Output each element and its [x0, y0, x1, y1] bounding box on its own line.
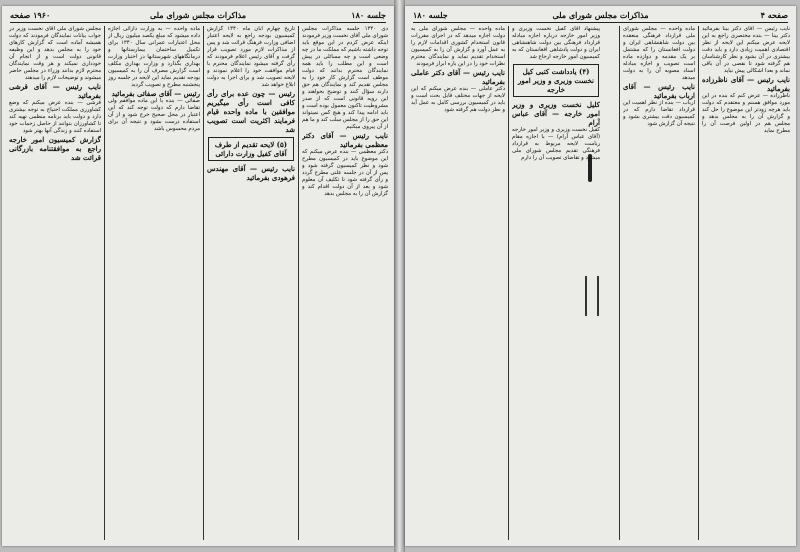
right-col1-text-2: ناظرزاده — عرض کنم که بنده در این مورد موافق هستم و معتقدم که دولت باید هرچه زودتر این موضوع را حل کند و گزارش آن را به مجلس بدهد و مجلس هم در اولین فرصت آن را مطرح نماید — [702, 93, 790, 134]
right-col2-heading: نایب رئیس — آقای ارباب بفرمائید — [623, 82, 695, 100]
left-column-4 — [9, 26, 101, 540]
left-col2-heading: رئیس — چون عده برای رأی کافی است رأی میگیریم موافقین با ماده واحده قیام فرمایند اکثریت است تصویب شد — [207, 89, 295, 134]
right-col3-text: پیشنهاد آقای کفیل نخست وزیری و وزیر امور خارجه درباره اجازه مبادله قرارداد فرهنگی بین دولت شاهنشاهی ایران و دولت پادشاهی افغانستان که به کمیسیون امور خارجه ارجاع شد — [512, 26, 600, 60]
column-rule — [203, 26, 204, 540]
left-col4-text-2: قرشی — بنده عرض میکنم که وضع کشاورزی مملکت احتیاج به توجه بیشتری دارد و دولت باید برنامه منظمی تهیه کند تا کشاورزان بتوانند از حاصل زحمات خود استفاده کنند و زندگی آنها بهتر شود — [9, 100, 101, 134]
page-gutter — [394, 0, 405, 552]
column-rule — [508, 26, 509, 540]
left-column-1 — [302, 26, 388, 540]
left-col2-text: تاریخ چهارم آبان ماه ۱۳۴۰ گزارش کمیسیون بودجه راجع به لایحه اعتبار اضافی وزارت فرهنگ قرائت شد و پس از مذاکرات لازم مورد تصویب قرار گرفت و آقای رئیس اعلام فرمودند که رأی گرفته میشود نمایندگان محترم با قیام موافقت خود را اعلام نمودند و لایحه تصویب شد و برای اجرا به دولت ابلاغ خواهد شد — [207, 26, 295, 88]
left-col1-text: دی ۱۳۴۰ جلسه مذاکرات مجلس شورای ملی آقای نخست وزیر فرمودند اینکه عرض کردم در این موقع باید توجه داشته باشیم که مملکت ما در چه وضعی است و چه مسائلی در پیش است و این مطلب را باید همه نمایندگان محترم بدانند که دولت موظف است گزارش کار خود را به مجلس تقدیم کند و نمایندگان هم حق دارند سؤال کنند و توضیح بخواهند و این رویه قانونی است که از صدر مشروطیت تاکنون معمول بوده است و باید ادامه پیدا کند و هیچ کس نمیتواند این حق را از مجلس سلب کند و ما هم از آن پیروی میکنیم — [302, 26, 388, 130]
right-column-3 — [512, 26, 600, 540]
left-col3-text: ماده واحده — به وزارت دارائی اجازه داده میشود که مبلغ یکصد میلیون ریال از محل اعتبارات عمرانی سال ۱۳۴۰ برای تکمیل ساختمان بیمارستانها و درمانگاههای شهرستانها در اختیار وزارت بهداری بگذارد و وزارت بهداری مکلف است گزارش مصرف آن را به کمیسیون بودجه تقدیم نماید این لایحه در جلسه روز پنجشنبه مطرح و تصویب گردید — [108, 26, 200, 88]
right-col3-boxed-title: (۴) یادداشت کتبی کیل نخست وزیری و وزیر امور خارجه — [513, 64, 599, 97]
column-rule — [104, 26, 105, 540]
left-col3-text-2: صفائی — بنده با این ماده موافقم ولی تقاضا دارم که دولت توجه کند که این اعتبار در محل صحیح خرج شود و از آن استفاده درست بشود و نتیجه آن برای مردم محسوس باشد — [108, 98, 200, 132]
right-column-4 — [411, 26, 505, 540]
right-col1-heading: نایب رئیس — آقای ناظرزاده بفرمائید — [702, 75, 790, 93]
left-col4-heading: نایب رئیس — آقای قرشی بفرمائید — [9, 82, 101, 100]
left-col4-text: مجلس شورای ملی آقای نخست وزیر در جواب بیانات نمایندگان فرمودند که دولت همیشه آماده است که گزارش کارهای خود را به مجلس بدهد و این وظیفه قانونی دولت است و از انجام آن خودداری نمیکند و هر وقت نمایندگان محترم لازم بدانند وزراء در مجلس حاضر میشوند و توضیحات لازم را میدهند — [9, 26, 101, 81]
left-col4-heading-2: گزارش کمیسیون امور خارجه راجع به موافقتنامه بازرگانی قرائت شد — [9, 135, 101, 162]
right-col2-text: ماده واحده — مجلس شورای ملی قرارداد فرهنگی منعقده بین دولت شاهنشاهی ایران و دولت افغانستان را که مشتمل بر یک مقدمه و دوازده ماده است تصویب و اجازه مبادله اسناد مصوبه آن را به دولت میدهد — [623, 26, 695, 81]
left-col3-heading: رئیس — آقای صفائی بفرمائید — [111, 89, 200, 98]
left-col1-text-2: دکتر معظمی — بنده عرض میکنم که این موضوع باید در کمیسیون مطرح شود و نظر کمیسیون گرفته شود و پس از آن در جلسه علنی مطرح گردد و رأی گرفته شود تا تکلیف آن معلوم شود و بعد از آن دولت اقدام کند و گزارش آن را به مجلس بدهد — [302, 149, 388, 197]
column-rule — [698, 26, 699, 540]
column-rule — [619, 26, 620, 540]
left-column-2 — [207, 26, 295, 540]
right-col4-text-2: دکتر عاملی — بنده عرض میکنم که این لایحه از جهات مختلف قابل بحث است و باید در کمیسیون بررسی کامل به عمل آید و نظر دولت هم گرفته شود — [411, 86, 505, 113]
left-running-head: مذاکرات مجلس شورای ملی — [149, 10, 247, 20]
right-session-ref: جلسه ۱۸۰ — [413, 10, 448, 20]
left-col2-speaker: نایب رئیس — آقای مهندس فرهودی بفرمائید — [207, 164, 295, 182]
right-page-header — [413, 9, 788, 23]
left-column-3 — [108, 26, 200, 540]
right-page-number: صفحه ۴ — [760, 10, 788, 20]
right-running-head: مذاکرات مجلس شورای ملی — [552, 10, 649, 20]
right-col4-text: ماده واحده — مجلس شورای ملی به دولت اجازه میدهد که در اجرای مقررات قانون استخدام کشوری اقدامات لازم را به عمل آورد و گزارش آن را به کمیسیون استخدام تقدیم نماید و نمایندگان محترم نظرات خود را در این باره ابراز فرمودند — [411, 26, 505, 67]
column-rule — [298, 26, 299, 540]
right-col4-heading: نایب رئیس — آقای دکتر عاملی بفرمائید — [411, 68, 505, 86]
left-page — [2, 6, 394, 546]
right-col1-text: نایب رئیس — آقای دکتر بینا بفرمائید دکتر بینا — بنده مختصری راجع به این لایحه عرض میکنم این لایحه از نظر اقتصادی اهمیت زیادی دارد و باید دقت بیشتری در آن بشود و نظر کارشناسان هم گرفته شود تا نقصی در آن باقی نماند و بعدا اشکالی پیش نیاید — [702, 26, 790, 74]
right-col2-text-2: ارباب — بنده از نظر اهمیت این قرارداد تقاضا دارم که در کمیسیون دقت بیشتری بشود و نتیجه آن گزارش شود — [623, 100, 695, 127]
right-col3-heading: کلیل نخست وزیری و وزیر امور خارجه — آقای عباس آرام — [512, 100, 600, 127]
right-column-1 — [702, 26, 790, 540]
left-col1-heading: نایب رئیس — آقای دکتر معظمی بفرمائید — [302, 131, 388, 149]
right-col3-text-2: کفیل نخست وزیری و وزیر امور خارجه (آقای عباس آرام) — با اجازه مقام ریاست لایحه مربوط به قرارداد فرهنگی تقدیم مجلس شورای ملی میشود و تقاضای تصویب آن را دارم — [512, 127, 600, 161]
right-page — [405, 6, 796, 546]
left-page-header — [10, 9, 386, 23]
right-column-2 — [623, 26, 695, 540]
left-session-ref: جلسه ۱۸۰ — [351, 10, 386, 20]
left-page-number: ۱۹۶۰ صفحه — [10, 10, 51, 20]
left-col2-boxed-title: (۵) لایحه تقدیم از طرف آقای کفیل وزارت دارائی — [208, 137, 294, 161]
